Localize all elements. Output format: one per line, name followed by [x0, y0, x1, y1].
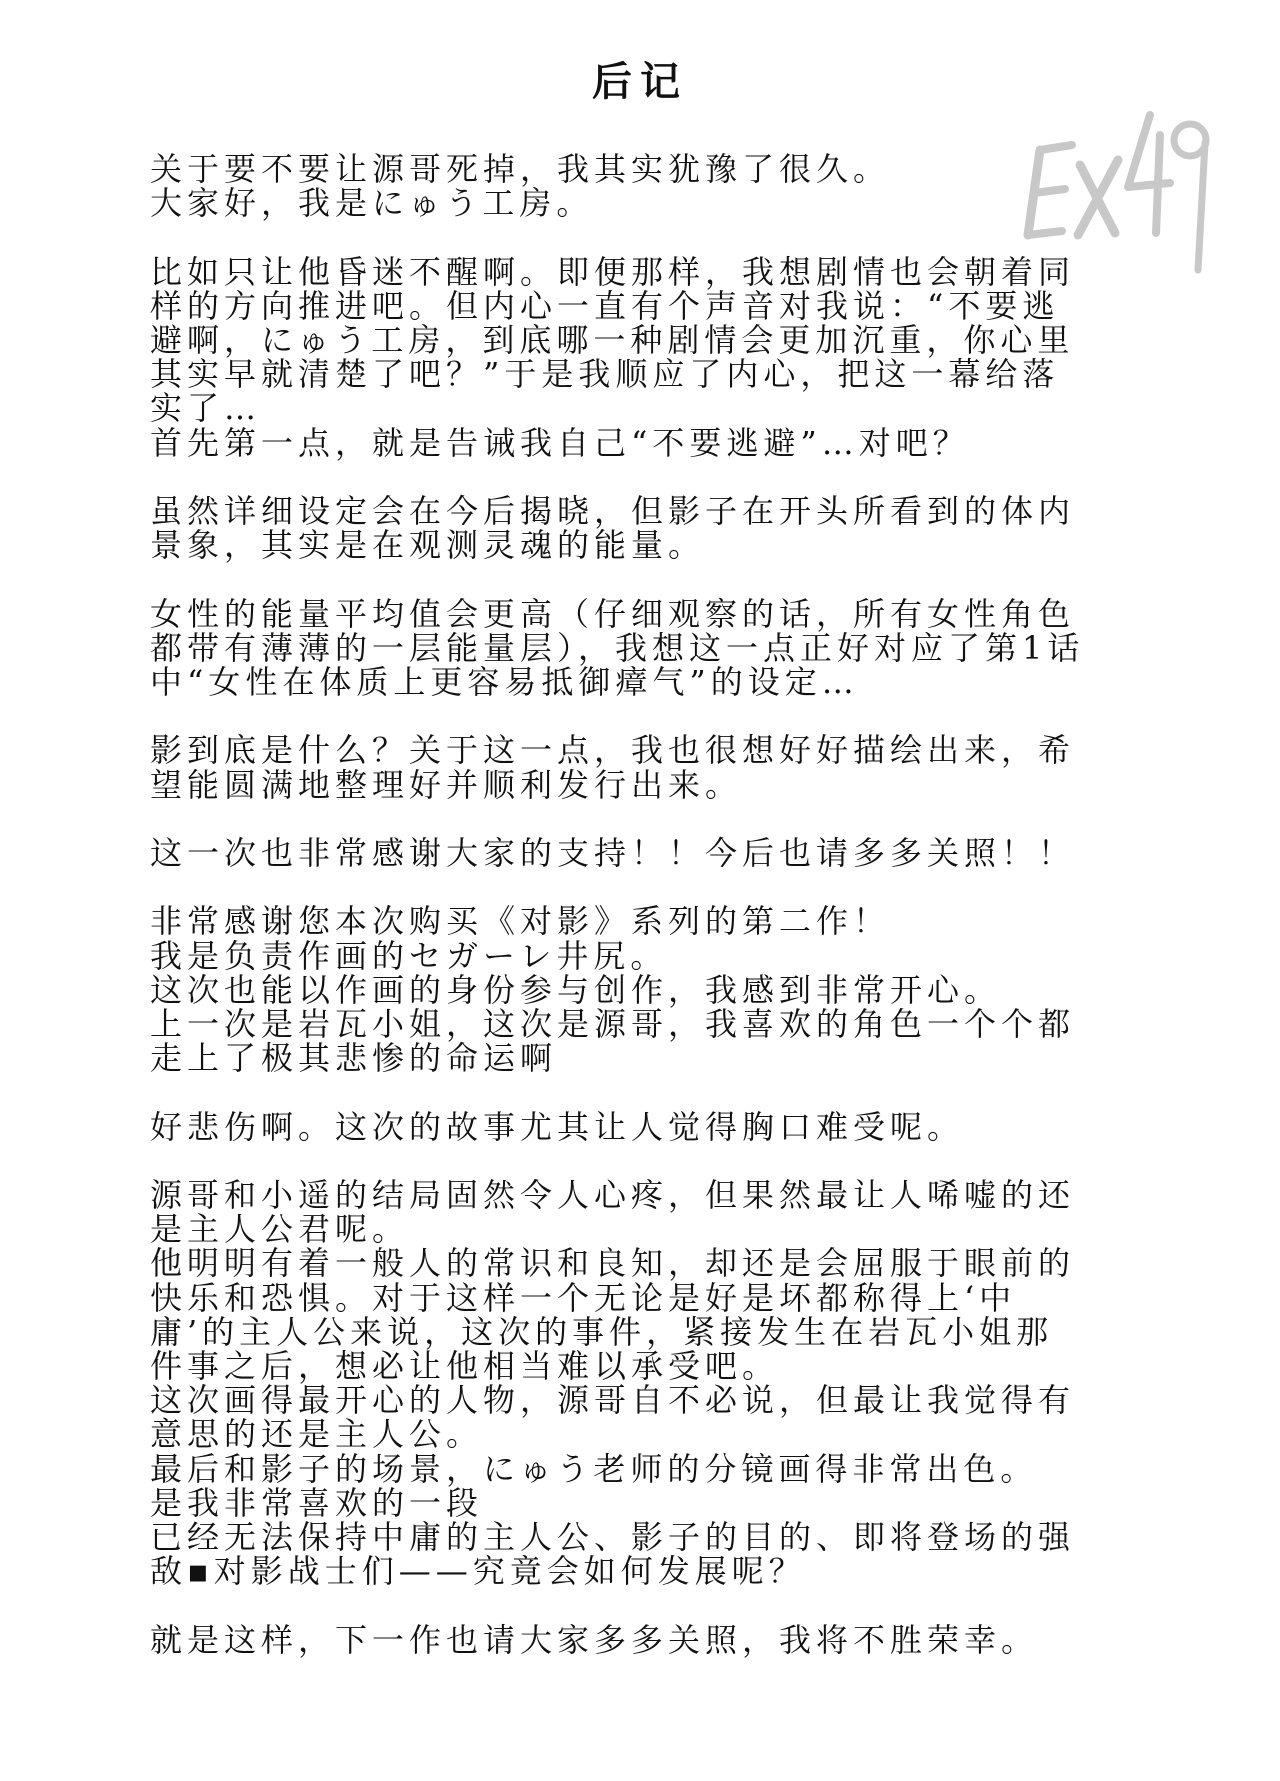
text-line: 走上了极其悲惨的命运啊: [150, 1039, 558, 1078]
afterword-paragraph: [150, 252, 1150, 462]
afterword-paragraph: [150, 1620, 1150, 1659]
text-line: 实了…: [150, 389, 262, 428]
afterword-body: [150, 152, 1150, 1691]
text-line: 望能圆满地整理好并顺利发行出来。: [150, 765, 743, 804]
afterword-paragraph: [150, 1107, 1150, 1146]
text-line: 女性的能量平均值会更高（仔细观察的话，所有女性角色: [150, 594, 1076, 633]
text-line: 比如只让他昏迷不醒啊。即便那样，我想剧情也会朝着同: [150, 252, 1076, 291]
afterword-paragraph: [150, 1175, 1150, 1591]
text-line: 最后和影子的场景，にゅう老师的分镜画得非常出色。: [150, 1449, 1038, 1488]
text-line: 是主人公君呢。: [150, 1210, 410, 1249]
afterword-paragraph: [150, 150, 1150, 223]
text-line: 这一次也非常感谢大家的支持！！今后也请多多关照！！: [150, 833, 1076, 872]
text-line: 其实早就清楚了吧？”于是我顺应了内心，把这一幕给落: [150, 355, 1060, 394]
text-line: 意思的还是主人公。: [150, 1415, 484, 1454]
afterword-paragraph: [150, 902, 1150, 1078]
text-line: 件事之后，想必让他相当难以承受吧。: [150, 1346, 780, 1385]
afterword-section: [150, 902, 1150, 1659]
text-line: 快乐和恐惧。对于这样一个无论是好是坏都称得上‘中: [150, 1278, 1017, 1317]
text-line: 上一次是岩瓦小姐，这次是源哥，我喜欢的角色一个个都: [150, 1004, 1076, 1043]
afterword-paragraph: [150, 594, 1150, 701]
text-line: 是我非常喜欢的一段: [150, 1483, 484, 1522]
text-line: 影到底是什么？关于这一点，我也很想好好描绘出来，希: [150, 731, 1076, 770]
text-line: 中“女性在体质上更容易抵御瘴气”的设定…: [150, 663, 859, 701]
afterword-paragraph: [150, 492, 1150, 565]
text-line: 他明明有着一般人的常识和良知，却还是会屈服于眼前的: [150, 1244, 1076, 1283]
text-line: 就是这样，下一作也请大家多多关照，我将不胜荣幸。: [150, 1620, 1039, 1659]
afterword-paragraph: [150, 833, 1150, 872]
text-line: 这次也能以作画的身份参与创作，我感到非常开心。: [150, 970, 1002, 1009]
afterword-paragraph: [150, 731, 1150, 804]
text-line: 好悲伤啊。这次的故事尤其让人觉得胸口难受呢。: [150, 1107, 965, 1146]
text-line: 这次画得最开心的人物，源哥自不必说，但最让我觉得有: [150, 1381, 1076, 1420]
text-line: 大家好，我是にゅう工房。: [150, 184, 594, 223]
page-title: 后记: [592, 58, 688, 105]
text-line: 首先第一点，就是告诫我自己“不要逃避”…对吧？: [150, 423, 970, 462]
text-line: 避啊，にゅう工房，到底哪一种剧情会更加沉重，你心里: [150, 321, 1075, 359]
afterword-section: [150, 152, 1150, 870]
text-line: 庸’的主人公来说，这次的事件，紧接发生在岩瓦小姐那: [150, 1312, 1054, 1351]
text-line: 样的方向推进吧。但内心一直有个声音对我说：“不要逃: [150, 286, 1060, 325]
text-line: 已经无法保持中庸的主人公、影子的目的、即将登场的强: [150, 1518, 1076, 1556]
text-line: 都带有薄薄的一层能量层），我想这一点正好对应了第1话: [150, 628, 1085, 667]
text-line: 景象，其实是在观测灵魂的能量。: [150, 526, 706, 565]
text-line: 敌▪对影战士们——究竟会如何发展呢？: [150, 1552, 806, 1591]
text-line: 虽然详细设定会在今后揭晓，但影子在开头所看到的体内: [150, 492, 1076, 530]
text-line: 非常感谢您本次购买《对影》系列的第二作！: [150, 902, 891, 941]
text-line: 我是负责作画的セガーレ井尻。: [150, 936, 668, 975]
text-line: 关于要不要让源哥死掉，我其实犹豫了很久。: [150, 150, 891, 188]
text-line: 源哥和小遥的结局固然令人心疼，但果然最让人唏嘘的还: [150, 1175, 1076, 1214]
